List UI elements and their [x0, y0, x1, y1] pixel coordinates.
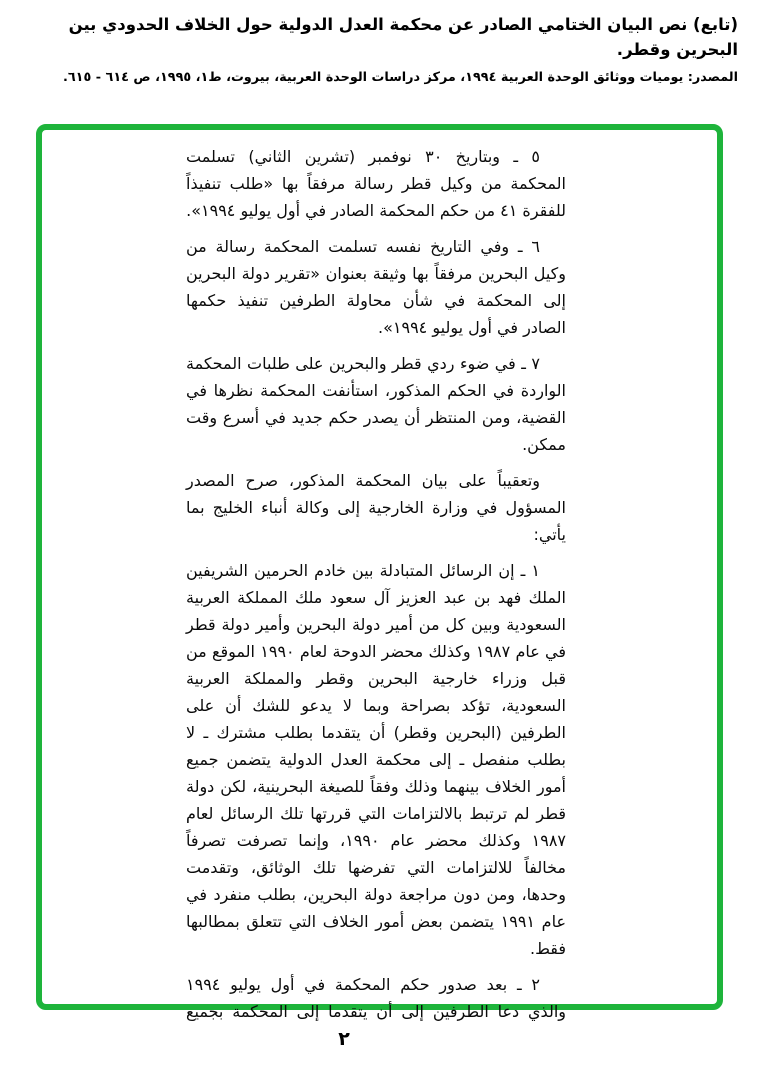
paragraph-commentary-intro: وتعقيباً على بيان المحكمة المذكور، صرح المصدر المسؤول في وزارة الخارجية إلى وكالة أنباء الخليج بما يأتي: — [186, 471, 566, 544]
page-header — [18, 13, 738, 87]
paragraph-statement-1: ١ ـ إن الرسائل المتبادلة بين خادم الحرمين الشريفين الملك فهد بن عبد العزيز آل سعود ملك المملكة العربية السعودية وبين كل من أمير دولة البحرين وأمير دولة قطر في عام ١٩٨٧ وكذلك محضر الدوحة لعام ١٩٩٠ الموقع من قبل وزراء خارجية البحرين وقطر والمملكة العربية السعودية، تؤكد بصراحة وبما لا يدعو للشك أن على الطرفين (البحرين وقطر) أن يتقدما بطلب مشترك ـ لا بطلب منفصل ـ إلى محكمة العدل الدولية يتضمن جميع أمور الخلاف بينهما وذلك وفقاً للصيغة البحرينية، لكن دولة قطر لم ترتبط بالالتزامات التي قررتها تلك الرسائل لعام ١٩٨٧ وكذلك محضر عام ١٩٩٠، وإنما تصرفت تصرفاً مخالفاً للالتزامات التي تفرضها تلك الوثائق، وتقدمت وحدها، ومن دون مراجعة دولة البحرين، بطلب منفرد في عام ١٩٩١ يتضمن بعض أمور الخلاف التي تتعلق بمطالبها فقط. — [186, 561, 567, 958]
paragraph-item-5: ٥ ـ وبتاريخ ٣٠ نوفمبر (تشرين الثاني) تسلمت المحكمة من وكيل قطر رسالة مرفقاً بها «طلب تنفيذاً للفقرة ٤١ من حكم المحكمة الصادر في أول يوليو ١٩٩٤». — [186, 147, 566, 220]
body-text-column — [186, 143, 566, 1025]
highlight-frame — [36, 124, 723, 1021]
paragraph-item-6: ٦ ـ وفي التاريخ نفسه تسلمت المحكمة رسالة من وكيل البحرين مرفقاً بها وثيقة بعنوان «تقرير دولة البحرين إلى المحكمة في شأن محاولة الطرفين تنفيذ حكمها الصادر في أول يوليو ١٩٩٤». — [186, 237, 566, 337]
page-number: ٢ — [338, 1028, 350, 1050]
paragraph-statement-2: ٢ ـ بعد صدور حكم المحكمة في أول يوليو ١٩٩٤ والذي دعا الطرفين إلى أن يتقدما إلى المحكمة بجميع — [186, 975, 566, 1021]
header-title: (تابع) نص البيان الختامي الصادر عن محكمة العدل الدولية حول الخلاف الحدودي بين البحرين وقطر. — [68, 15, 738, 59]
header-source-citation: المصدر: يوميات ووثائق الوحدة العربية ١٩٩٤، مركز دراسات الوحدة العربية، بيروت، ط١، ١٩٩٥، ص ٦١٤ - ٦١٥. — [62, 69, 738, 85]
paragraph-item-7: ٧ ـ في ضوء ردي قطر والبحرين على طلبات المحكمة الواردة في الحكم المذكور، استأنفت المحكمة نظرها في القضية، ومن المنتظر أن يصدر حكم جديد في أسرع وقت ممكن. — [186, 354, 566, 454]
